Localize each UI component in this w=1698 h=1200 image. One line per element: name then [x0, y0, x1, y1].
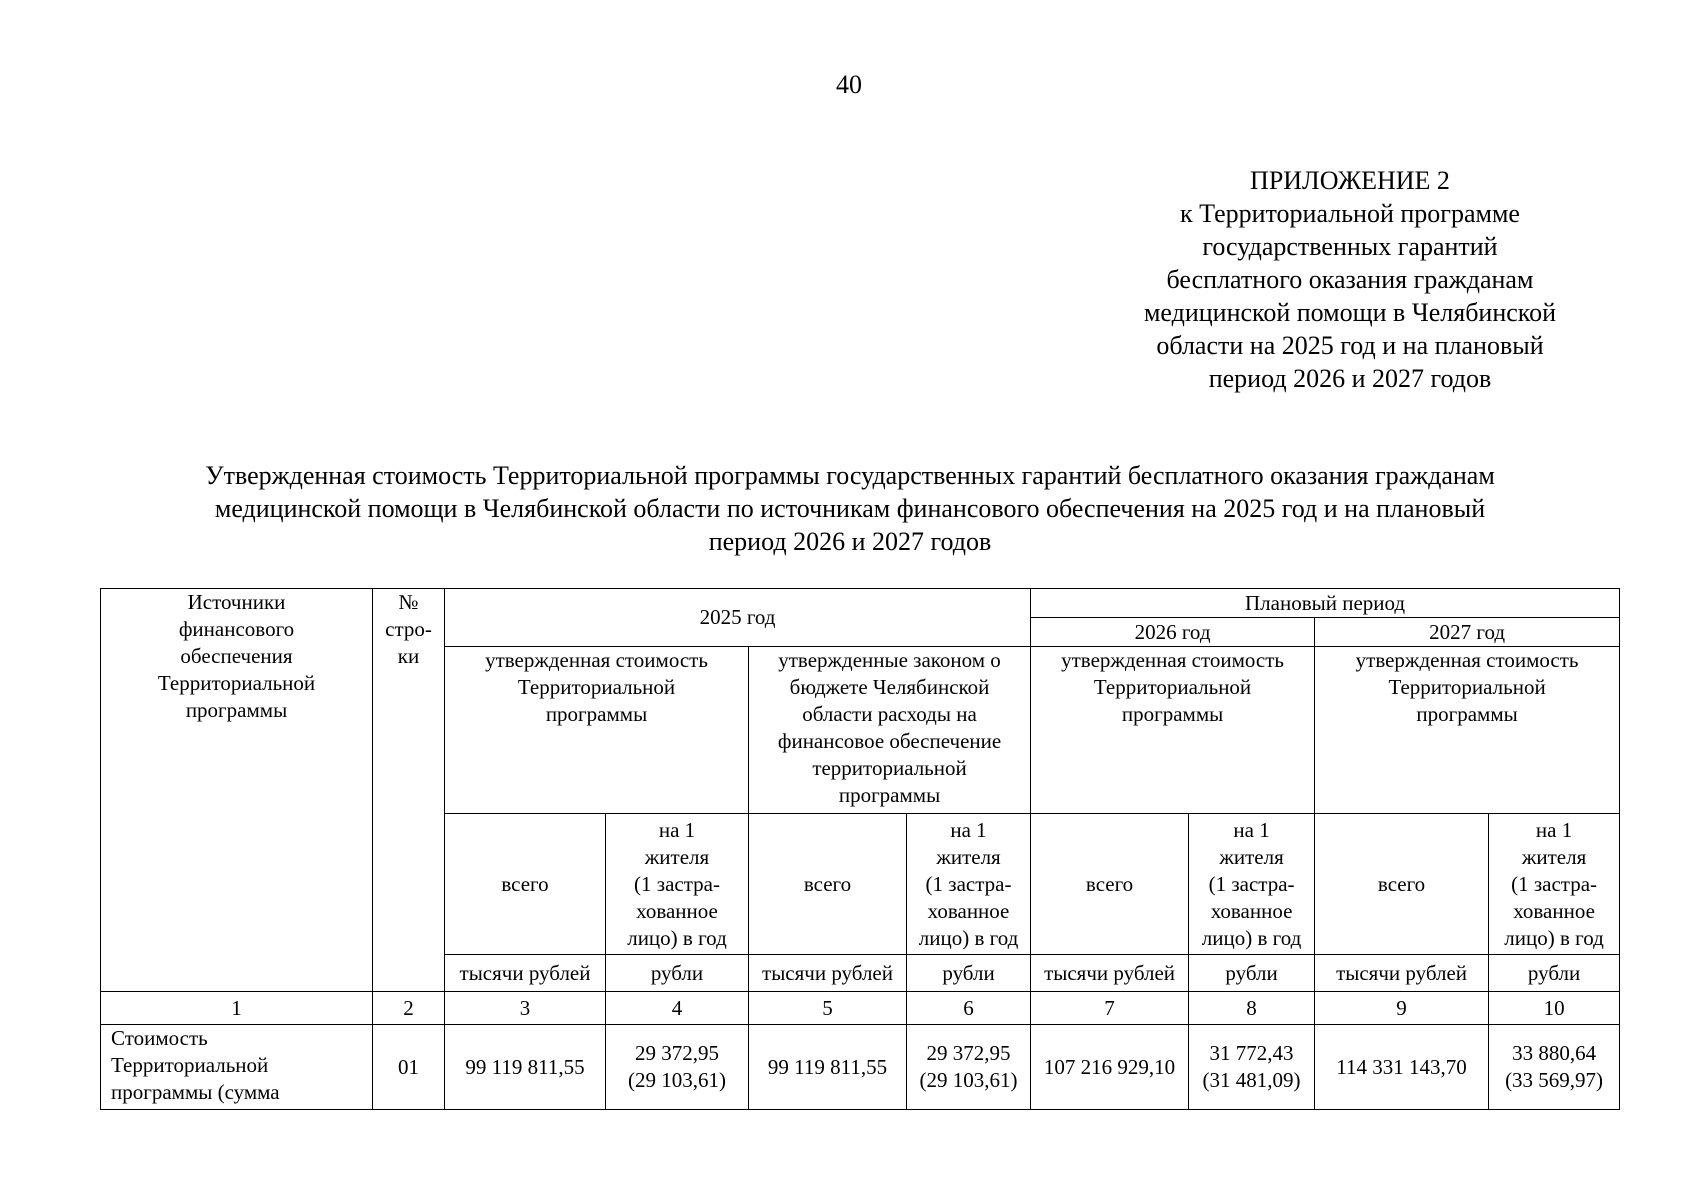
- header-text-line: утвержденная стоимость: [1061, 648, 1284, 672]
- header-row-number: [373, 589, 445, 992]
- value-cell: [606, 1025, 749, 1110]
- header-source: [101, 589, 373, 992]
- header-year-2025: 2025 год: [445, 589, 1031, 647]
- column-number: 9: [1315, 992, 1489, 1025]
- header-text-line: лицо) в год: [1201, 925, 1302, 950]
- unit-rubles: рубли: [1189, 955, 1315, 992]
- value-line: 33 880,64: [1512, 1041, 1597, 1065]
- header-text-line: области расходы на: [802, 702, 977, 726]
- header-source-line: Источники: [187, 590, 286, 614]
- appendix-line: ПРИЛОЖЕНИЕ 2: [1250, 166, 1450, 195]
- header-text-line: лицо) в год: [918, 925, 1019, 950]
- header-budget-expenses-2025: [749, 647, 1031, 814]
- value-line: 31 772,43: [1209, 1041, 1294, 1065]
- header-text-line: (1 застра-: [925, 871, 1012, 896]
- title-line: период 2026 и 2027 годов: [708, 527, 992, 556]
- header-per-resident: [1489, 814, 1620, 955]
- value-line: (31 481,09): [1202, 1068, 1301, 1092]
- header-row-number-line: ки: [397, 644, 420, 668]
- unit-rubles: рубли: [1489, 955, 1620, 992]
- header-row-number-line: №: [398, 590, 419, 614]
- column-number: 3: [445, 992, 606, 1025]
- header-text-line: лицо) в год: [627, 925, 727, 950]
- header-text-line: Территориальной: [517, 675, 676, 699]
- header-text-line: бюджете Челябинской: [789, 675, 990, 699]
- value-line: (33 569,97): [1505, 1068, 1604, 1092]
- appendix-line: период 2026 и 2027 годов: [1208, 364, 1492, 393]
- header-text-line: хованное: [1210, 898, 1293, 923]
- header-total: всего: [1031, 814, 1189, 955]
- unit-thousand-rubles: тысячи рублей: [1031, 955, 1189, 992]
- appendix-line: бесплатного оказания гражданам: [1166, 265, 1534, 294]
- column-number: 4: [606, 992, 749, 1025]
- appendix-line: области на 2025 год и на плановый: [1156, 331, 1544, 360]
- header-text-line: Территориальной: [1388, 675, 1546, 699]
- header-approved-cost-2027: [1315, 647, 1620, 814]
- header-source-line: программы: [185, 698, 288, 722]
- header-source-line: обеспечения: [180, 644, 293, 668]
- header-text-line: хованное: [636, 898, 718, 923]
- table-row: [101, 1025, 1620, 1110]
- header-source-line: Территориальной: [157, 671, 316, 695]
- header-year-2026: 2026 год: [1031, 618, 1315, 647]
- row-number-cell: 01: [373, 1025, 445, 1110]
- value-cell: [907, 1025, 1031, 1110]
- appendix-header: [1100, 164, 1600, 395]
- column-number: 5: [749, 992, 907, 1025]
- unit-rubles: рубли: [606, 955, 749, 992]
- header-text-line: на 1: [658, 817, 696, 842]
- row-label-line: Территориальной: [111, 1053, 269, 1077]
- header-planned-period: Плановый период: [1031, 589, 1620, 618]
- header-approved-cost-2026: [1031, 647, 1315, 814]
- column-number: 1: [101, 992, 373, 1025]
- document-title: [130, 459, 1570, 558]
- header-text-line: программы: [838, 783, 941, 807]
- column-number: 10: [1489, 992, 1620, 1025]
- header-text-line: на 1: [1535, 817, 1573, 842]
- header-year-2027: 2027 год: [1315, 618, 1620, 647]
- header-total: всего: [1315, 814, 1489, 955]
- header-total: всего: [749, 814, 907, 955]
- header-per-resident: [907, 814, 1031, 955]
- header-text-line: (1 застра-: [1208, 871, 1295, 896]
- appendix-line: медицинской помощи в Челябинской: [1143, 298, 1557, 327]
- appendix-line: государственных гарантий: [1202, 232, 1498, 261]
- unit-rubles: рубли: [907, 955, 1031, 992]
- value-cell: [1189, 1025, 1315, 1110]
- header-text-line: финансовое обеспечение: [777, 729, 1002, 753]
- header-text-line: хованное: [927, 898, 1010, 923]
- value-cell: 114 331 143,70: [1315, 1025, 1489, 1110]
- value-cell: [1489, 1025, 1620, 1110]
- value-line: (29 103,61): [919, 1068, 1018, 1092]
- column-number: 6: [907, 992, 1031, 1025]
- header-text-line: жителя: [1521, 844, 1587, 869]
- value-line: (29 103,61): [628, 1068, 726, 1092]
- header-text-line: (1 застра-: [1511, 871, 1598, 896]
- header-text-line: территориальной: [812, 756, 967, 780]
- header-text-line: утвержденная стоимость: [1355, 648, 1579, 672]
- value-line: 29 372,95: [926, 1041, 1011, 1065]
- header-text-line: Территориальной: [1093, 675, 1252, 699]
- row-label-line: Стоимость: [111, 1026, 208, 1050]
- header-total: всего: [445, 814, 606, 955]
- header-approved-cost-2025: [445, 647, 749, 814]
- header-text-line: на 1: [1233, 817, 1270, 842]
- row-label-line: программы (сумма: [111, 1080, 280, 1104]
- header-source-line: финансового: [178, 617, 295, 641]
- header-row-number-line: стро-: [385, 617, 432, 641]
- header-text-line: на 1: [950, 817, 987, 842]
- row-label: [101, 1025, 373, 1110]
- value-cell: 99 119 811,55: [749, 1025, 907, 1110]
- cost-table: [100, 588, 1620, 1110]
- header-per-resident: [606, 814, 749, 955]
- header-text-line: (1 застра-: [634, 871, 720, 896]
- title-line: Утвержденная стоимость Территориальной программы государственных гарантий бесплатного оказания гражданам: [205, 461, 1495, 490]
- header-text-line: жителя: [1219, 844, 1284, 869]
- column-number: 7: [1031, 992, 1189, 1025]
- header-text-line: программы: [545, 702, 648, 726]
- value-cell: 107 216 929,10: [1031, 1025, 1189, 1110]
- header-per-resident: [1189, 814, 1315, 955]
- header-text-line: утвержденные законом о: [778, 648, 1001, 672]
- appendix-line: к Территориальной программе: [1180, 199, 1520, 228]
- unit-thousand-rubles: тысячи рублей: [1315, 955, 1489, 992]
- value-line: 29 372,95: [635, 1041, 719, 1065]
- value-cell: 99 119 811,55: [445, 1025, 606, 1110]
- page-number: 40: [836, 70, 862, 99]
- header-text-line: жителя: [644, 844, 710, 869]
- unit-thousand-rubles: тысячи рублей: [445, 955, 606, 992]
- column-number: 2: [373, 992, 445, 1025]
- unit-thousand-rubles: тысячи рублей: [749, 955, 907, 992]
- column-number: 8: [1189, 992, 1315, 1025]
- header-text-line: программы: [1416, 702, 1518, 726]
- title-line: медицинской помощи в Челябинской области по источникам финансового обеспечения на 2025 год и на плановый: [214, 494, 1486, 523]
- header-text-line: утвержденная стоимость: [485, 648, 708, 672]
- header-text-line: хованное: [1513, 898, 1595, 923]
- header-text-line: лицо) в год: [1504, 925, 1604, 950]
- header-text-line: программы: [1121, 702, 1224, 726]
- header-text-line: жителя: [936, 844, 1001, 869]
